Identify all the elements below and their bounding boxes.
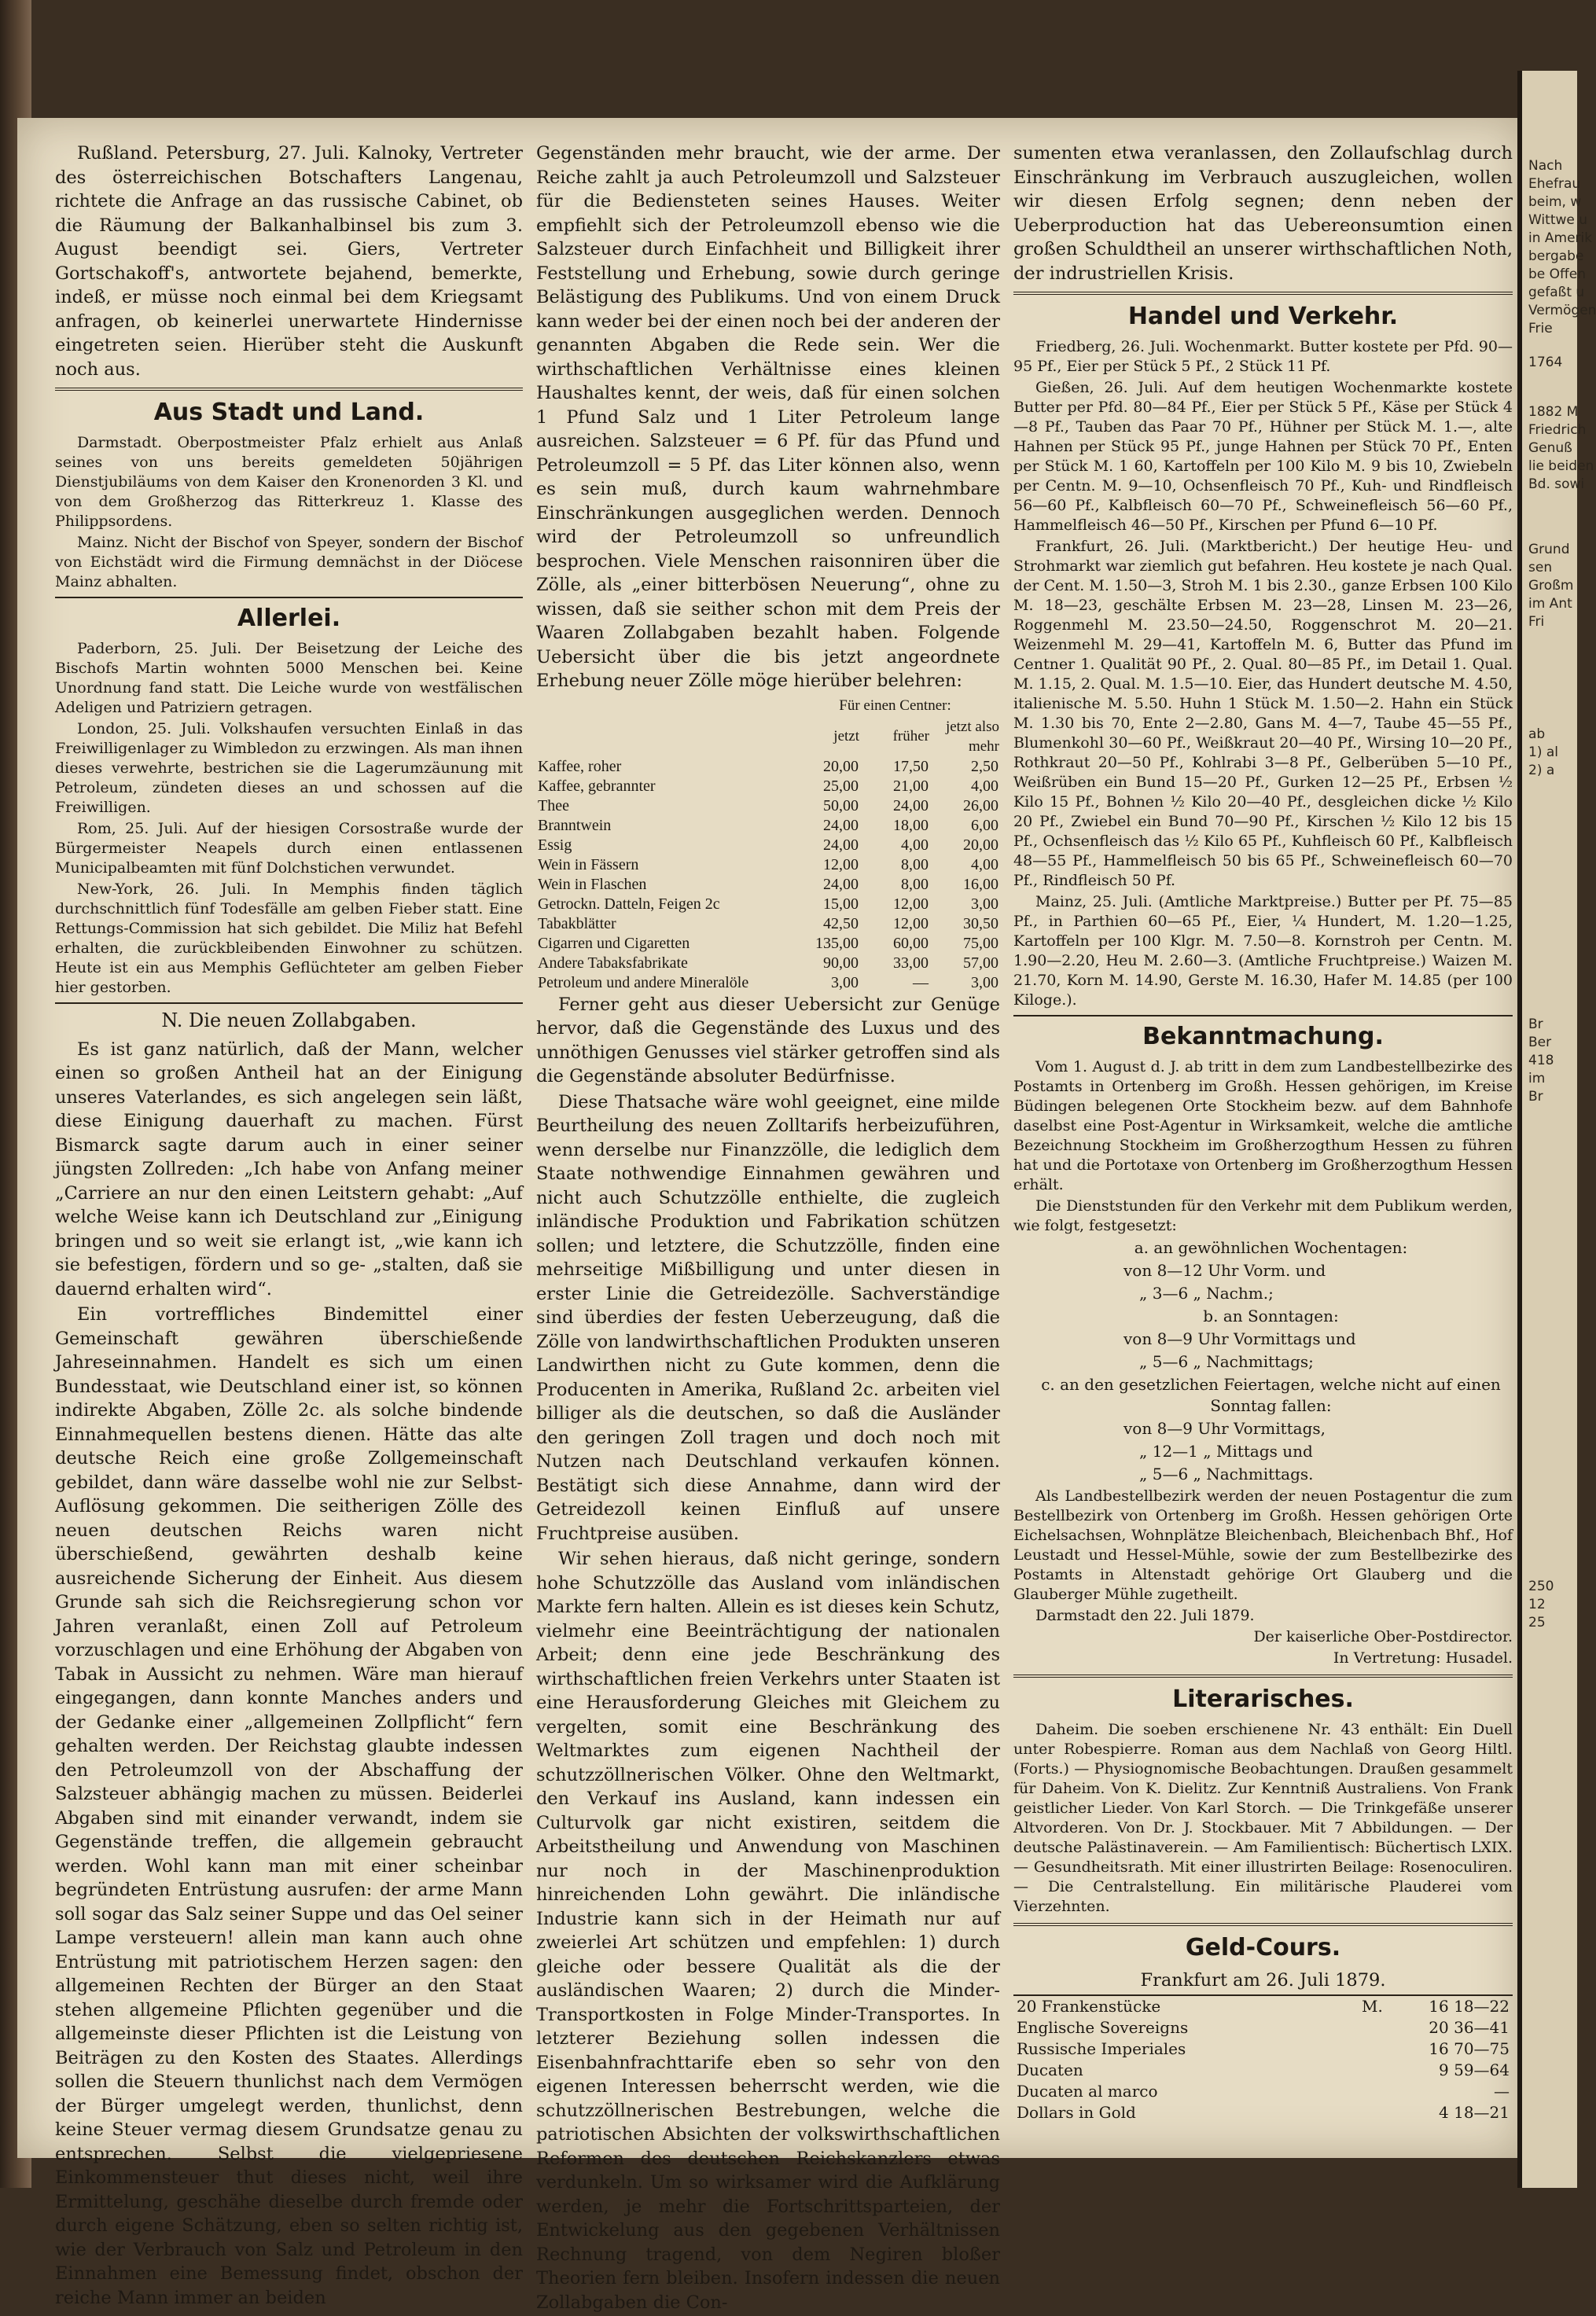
table-row	[1013, 2081, 1513, 2102]
exchange-rate-table	[1013, 1994, 1513, 2123]
cell-diff: 57,00	[963, 954, 998, 972]
rate-name: Englische Sovereigns	[1017, 2017, 1189, 2037]
schedule-line: „ 12—1 „ Mittags und	[1139, 1442, 1313, 1461]
adjacent-text-fragment: Br Ber 418 im Br	[1528, 1016, 1554, 1105]
table-row	[1013, 2102, 1513, 2123]
table-row	[536, 836, 1000, 855]
section-heading-stadt-land: Aus Stadt und Land.	[153, 399, 425, 426]
cell-before: 8,00	[901, 855, 929, 873]
table-row	[1013, 1995, 1513, 2017]
cell-diff: 3,00	[971, 973, 998, 991]
schedule-line: von 8—9 Uhr Vormittags,	[1123, 1419, 1326, 1438]
cell-before: 12,00	[893, 895, 929, 913]
rate-name: Dollars in Gold	[1017, 2102, 1136, 2122]
row-item: Kaffee, roher	[538, 757, 622, 775]
rate-name: Ducaten al marco	[1017, 2081, 1158, 2101]
schedule-line: „ 3—6 „ Nachm.;	[1139, 1284, 1274, 1303]
tariff-table	[536, 695, 1000, 993]
rate-unit	[1359, 2038, 1396, 2060]
russia-report: Rußland. Petersburg, 27. Juli. Kalnoky, Vertreter des österreichischen Botschafters Langenau, richtete die Anfrage an das russische Cabinet, ob die Räumung der Balkanhalbinsel bis zum 3. August beendigt sei. Giers, Vertreter Gortschakoff's, antwortete bejahend, bemerkte, indeß, er müsse noch einmal bei dem Kriegsamt anfragen, ob keinerlei unerwartete Hindernisse eingetreten seien. Hierüber steht die Auskunft noch aus.	[55, 143, 523, 380]
rate-value: 20 36—41	[1429, 2017, 1510, 2037]
column-header-before: früher	[892, 728, 929, 744]
table-row	[536, 816, 1000, 836]
newyork-report: New-York, 26. Juli. In Memphis finden täglich durchschnittlich fünf Todesfälle am gelben Fieber statt. Eine Rettungs-Commission hat sich gebildet. Die Miliz hat Befehl erhalten, die zurückbleibenden Einwohner zu schützen. Heute ist ein aus Memphis Geflüchteter am gelben Fieber hier gestorben.	[55, 880, 523, 996]
cell-diff: 16,00	[963, 875, 998, 893]
row-item: Cigarren und Cigaretten	[538, 934, 690, 952]
cell-diff: 4,00	[971, 855, 998, 873]
column-2	[536, 142, 1000, 2316]
article-paragraph: Gegenständen mehr braucht, wie der arme. Der Reiche zahlt ja auch Petroleumzoll und Salzsteuer für die Bediensteten seines Hauses. Weiter empfiehlt sich der Petroleumzoll ebenso wie die Salzsteuer durch Einfachheit und Billigkeit ihrer Feststellung und Erhebung, sowie durch geringe Belästigung des Publikums. Und von einem Druck kann weder bei der einen noch bei der anderen der genannten Abgaben die Rede sein. Wer die wirthschaftlichen Verhältnisse eines kleinen Haushaltes kennt, der weis, daß für einen solchen 1 Pfund Salz und 1 Liter Petroleum lange ausreichen. Salzsteuer = 6 Pf. für das Pfund und Petroleumzoll = 5 Pf. das Liter können also, wenn es sein muß, durch kaum wahrnehmbare Einschränkungen ausgeglichen werden. Dennoch wird der Petroleumzoll so unfreundlich besprochen. Viele Menschen raisonniren über die Zölle, als „einer bitterbösen Neuerung“, ohne zu wissen, daß sie seither schon mit dem Preis der Waaren Zollabgaben bezahlt haben. Folgende Uebersicht über die bis jetzt angeordnete Erhebung neuer Zölle möge hierüber belehren:	[536, 143, 1000, 691]
rome-report: Rom, 25. Juli. Auf der hiesigen Corsostraße wurde der Bürgermeister Neapels durch einen entlassenen Municipalbeamten mit fünf Dolchstichen verwundet.	[55, 820, 523, 877]
section-heading-allerlei: Allerlei.	[237, 605, 341, 632]
rate-value: 4 18—21	[1439, 2102, 1510, 2122]
table-row	[536, 973, 1000, 993]
schedule-line: von 8—12 Uhr Vorm. und	[1123, 1261, 1326, 1280]
section-heading-geld-cours: Geld-Cours.	[1185, 1934, 1341, 1961]
section-heading-handel: Handel und Verkehr.	[1127, 303, 1399, 330]
column-header-diff: jetzt also mehr	[945, 718, 999, 755]
paderborn-report: Paderborn, 25. Juli. Der Beisetzung der Leiche des Bischofs Martin wohnten 5000 Menschen bei. Keine Unordnung fand statt. Die Leiche wurde von westfälischen Adeligen und Patriziern getragen.	[55, 640, 523, 716]
cell-diff: 20,00	[963, 836, 998, 854]
cell-before: 21,00	[893, 777, 929, 795]
rate-unit: M.	[1362, 1996, 1383, 2016]
adjacent-page-strip	[1517, 71, 1596, 2188]
cell-diff: 3,00	[971, 895, 998, 913]
schedule-line: b. an Sonntagen:	[1203, 1307, 1339, 1325]
cell-now: 24,00	[823, 875, 859, 893]
adjacent-text-fragment: Grund sen Großm im Ant Fri	[1528, 542, 1574, 630]
table-row	[1013, 2017, 1513, 2038]
schedule-line: „ 5—6 „ Nachmittags;	[1139, 1352, 1314, 1371]
divider	[55, 597, 523, 598]
cell-now: 25,00	[823, 777, 859, 795]
section-heading-bekanntmachung: Bekanntmachung.	[1142, 1023, 1384, 1050]
table-row	[536, 895, 1000, 914]
article-paragraph: Es ist ganz natürlich, daß der Mann, welcher einen so großen Antheil hat an der Einigung unseres Vaterlandes, es sich angelegen sein läßt, diese Einigung dauerhaft zu machen. Fürst Bismarck sagte darum auch in einer seiner jüngsten Zollreden: „Ich habe von Anfang meiner „Carriere an nur den einen Leitstern gehabt: „Auf welche Weise kann ich Deutschland zur „Einigung bringen und so weit sie erlangt ist, „wie kann ich sie befestigen, fördern und so ge- „stalten, daß sie dauernd erhalten wird“.	[55, 1039, 523, 1300]
rate-unit	[1359, 2017, 1396, 2038]
divider	[1013, 1015, 1513, 1016]
article-paragraph: Wir sehen hieraus, daß nicht geringe, sondern hohe Schutzzölle das Ausland vom inländischen Markte fern halten. Allein es ist dieses kein Schutz, vielmehr eine Beeinträchtigung der nationalen Arbeit; denn eine jede Beschränkung des wirthschaftlichen freien Verkehrs unter Staaten ist eine Herausforderung Gleiches mit Gleichem zu vergelten, somit eine Beschränkung des Weltmarktes zum eigenen Nachtheil der schutzzöllnerischen Völker. Ohne den Weltmarkt, den Verkauf ins Ausland, kann indessen ein Culturvolk gar nicht existiren, seitdem die Arbeitstheilung und Anwendung von Maschinen nur noch in der Maschinenproduktion hinreichenden Lohn gewährt. Die inländische Industrie kann sich in der Heimath nur auf zweierlei Art schützen und empfehlen: 1) durch gleiche oder bessere Qualität als die der ausländischen Waaren; 2) durch die Minder-Transportkosten in Folge Minder-Transportes. In letzterer Beziehung sollen indessen die Eisenbahnfrachttarife eben so sehr von den eigenen Interessen beherrscht werden, wie die schutzzöllnerischen Bestrebungen, welche die patriotischen Absichten der volkswirthschaftlichen Reformen des deutschen Reichskanzlers etwas verdunkeln. Um so wirksamer wird die Aufklärung werden, je mehr die Fortschrittsparteien, der Entwickelung aus den gegebenen Verhältnissen Rechnung tragend, von dem Negiren bloßer Theorien fern bleiben. Insofern indessen die neuen Zollabgaben die Con-	[536, 1549, 1000, 2313]
rate-name: 20 Frankenstücke	[1017, 1996, 1161, 2016]
table-row	[536, 954, 1000, 973]
notice-signature: In Vertretung: Husadel.	[1333, 1649, 1513, 1667]
rate-value: —	[1494, 2081, 1510, 2101]
cell-before: —	[913, 973, 929, 991]
cell-now: 12,00	[823, 855, 859, 873]
row-item: Kaffee, gebrannter	[538, 777, 656, 795]
divider	[55, 1002, 523, 1004]
cell-before: 4,00	[901, 836, 929, 854]
table-row	[1013, 2038, 1513, 2060]
cell-before: 12,00	[893, 914, 929, 932]
column-header-now: jetzt	[833, 728, 859, 744]
column-1	[55, 142, 523, 2311]
article-paragraph: Diese Thatsache wäre wohl geeignet, eine milde Beurtheilung des neuen Zolltarifs herbeizuführen, wenn derselbe nur Finanzzölle, die lediglich dem Staate nothwendige Einnahmen gewähren und nicht auch Schutzzölle enthielte, die zugleich inländische Produktion und Fabrikation schützen sollen; und letztere, die Schutzzölle, finden eine mehrseitige Mißbilligung und unter diesen in erster Linie die Getreidezölle. Sachverständige sind überdies der festen Ueberzeugung, daß die Zölle von landwirthschaftlichen Produkten unseren Landwirthen nicht zu Gute kommen, denn die Producenten in Amerika, Rußland 2c. arbeiten viel billiger als die deutschen, so daß die Ausländer den geringen Zoll tragen und doch noch mit Nutzen nach Deutschland verkaufen können. Bestätigt sich diese Annahme, dann wird der Getreidezoll keinen Einfluß auf unsere Fruchtpreise ausüben.	[536, 1091, 1000, 1544]
darmstadt-report: Darmstadt. Oberpostmeister Pfalz erhielt aus Anlaß seines von uns bereits gemeldeten 50jährigen Dienstjubiläums von dem Kaiser den Kronenorden 3 Kl. und von dem Großherzog das Ritterkreuz 1. Klasse des Philippsordens.	[55, 434, 523, 530]
newspaper-page	[17, 118, 1523, 2313]
adjacent-text-fragment: 250 12 25	[1528, 1579, 1554, 1630]
table-row	[536, 855, 1000, 875]
row-item: Thee	[538, 796, 569, 814]
table-row	[536, 757, 1000, 777]
rate-name: Russische Imperiales	[1017, 2038, 1186, 2058]
cell-before: 33,00	[893, 954, 929, 972]
row-item: Branntwein	[538, 816, 612, 834]
cell-before: 8,00	[901, 875, 929, 893]
adjacent-text-fragment: 1764	[1528, 355, 1563, 370]
notice-paragraph: Als Landbestellbezirk werden der neuen Postagentur die zum Bestellbezirk von Ortenberg im Großh. Hessen gehörigen Orte Eichelsachsen, Wohnplätze Bleichenbach, Bleichenbach Bhf., Hof Leustadt und Hessel-Mühle, sowie der zum Bestellbezirke des Postamts in Altenstadt gehörige Ort Glauberg und die Glauberger Mühle zugetheilt.	[1013, 1487, 1513, 1603]
table-row	[536, 914, 1000, 934]
table-row	[536, 934, 1000, 954]
cell-before: 60,00	[893, 934, 929, 952]
article-paragraph: Ein vortreffliches Bindemittel einer Gemeinschaft gewähren überschießende Jahreseinnahmen. Handelt es sich um einen Bundesstaat, wie Deutschland einer ist, so können indirekte Abgaben, Zölle 2c. als solche bindende Einnahmequellen bestens dienen. Hätte das alte deutsche Reich eine große Zollgemeinschaft gebildet, dann wäre dasselbe wohl nie zur Selbst-Auflösung gekommen. Die seitherigen Zölle des neuen deutschen Reichs waren nicht überschießend, gewährten deshalb keine ausreichende Sicherung der Einheit. Aus diesem Grunde sah sich die Reichsregierung schon vor Jahren veranlaßt, einen Zoll auf Petroleum vorzuschlagen und eine Erhöhung der Abgaben von Tabak in Aussicht zu nehmen. Wäre man hierauf eingegangen, dann konnte Manches anders und der Gedanke einer „allgemeinen Zollpflicht“ fern gehalten werden. Der Reichstag glaubte indessen den Petroleumzoll von der Abschaffung der Salzsteuer abhängig machen zu müssen. Beiderlei Abgaben sind mit einander verwandt, indem sie Gegenstände treffen, die allgemein gebraucht werden. Wohl kann man mit einer scheinbar begründeten Entrüstung ausrufen: der arme Mann soll sogar das Salz seiner Suppe und das Oel seiner Lampe versteuern! allein man kann auch ohne Entrüstung mit patriotischem Herzen sagen: den allgemeinen Rechten der Bürger an den Staat stehen allgemeine Pflichten gegenüber und die allgemeinste dieser Pflichten ist die Leistung von Beiträgen zu den Kosten des Staates. Allerdings sollen die Steuern thunlichst nach dem Vermögen der Bürger umgelegt werden, thunlichst, denn keine Steuer vermag diesem Grundsatze genau zu entsprechen. Selbst die vielgepriesene Einkommensteuer thut dieses nicht, weil ihre Ermittelung, geschähe dieselbe durch fremde oder durch eigene Schätzung, eben so selten richtig ist, wie der Verbrauch von Salz und Petroleum in den Einnahmen eine Bemessung findet, obschon der reiche Mann immer an beiden	[55, 1304, 523, 2308]
schedule-line: a. an gewöhnlichen Wochentagen:	[1134, 1238, 1408, 1257]
cell-now: 24,00	[823, 816, 859, 834]
divider	[1013, 1923, 1513, 1926]
rate-value: 16 18—22	[1429, 1996, 1510, 2016]
cell-now: 3,00	[831, 973, 859, 991]
divider	[1013, 1675, 1513, 1678]
row-item: Wein in Fässern	[538, 855, 639, 873]
rate-value: 9 59—64	[1439, 2060, 1510, 2079]
literature-notice: Daheim. Die soeben erschienene Nr. 43 enthält: Ein Duell unter Robespierre. Roman aus dem Nachlaß von Georg Hiltl. (Forts.) — Physiognomische Beobachtungen. Draußen gesammelt für Daheim. Von K. Dielitz. Zur Kenntniß Australiens. Von Frank geistlicher Lieder. Von Karl Storch. — Die Trinkgefäße unserer Altvorderen. Von Dr. J. Stockbauer. Mit 7 Abbildungen. — Der deutsche Palästinaverein. — Am Familientisch: Büchertisch LXIX. — Gesundheitsrath. Mit einer illustrirten Beilage: Rosenoculiren. — Die Centralstellung. Ein militärische Plauderei vom Vierzehnten.	[1013, 1721, 1513, 1915]
table-header	[536, 695, 1000, 716]
adjacent-text-fragment: ab 1) al 2) a	[1528, 726, 1558, 778]
column-3	[1013, 142, 1513, 2123]
adjacent-text-fragment: Nach Ehefrau beim, w Wittwe u in Amerik bergabe be Offen gefaßt u Vermögen Frie	[1528, 158, 1596, 336]
rate-unit	[1359, 2102, 1396, 2123]
market-report-giessen: Gießen, 26. Juli. Auf dem heutigen Wochenmarkte kostete Butter per Pfd. 80—84 Pf., Eier per Stück 5 Pf., Käse per Stück 4—8 Pf., Tauben das Paar 70 Pf., Hühner per Stück M. 1.—, alte Hahnen per Stück 95 Pf., junge Hahnen per Stück 70 Pf., Enten per Stück M. 1 60, Kartoffeln per 100 Kilo M. 9 bis 10, Zwiebeln per Centn. M. 9—10, Ochsenfleisch 70 Pf., Kuh- und Rindfleisch 56—60 Pf., Kalbfleisch 60—70 Pf., Schweinefleisch 56—60 Pf., Hammelfleisch 46—50 Pf., Kirschen per Pfund 6—10 Pf.	[1013, 379, 1513, 534]
market-report-friedberg: Friedberg, 26. Juli. Wochenmarkt. Butter kostete per Pfd. 90—95 Pf., Eier per Stück 5 Pf., 2 Stück 11 Pf.	[1013, 338, 1513, 375]
cell-now: 24,00	[823, 836, 859, 854]
cell-diff: 4,00	[971, 777, 998, 795]
cell-now: 90,00	[823, 954, 859, 972]
notice-paragraph: Vom 1. August d. J. ab tritt in dem zum Landbestellbezirke des Postamts in Ortenberg im Großh. Hessen gehörigen, im Kreise Büdingen belegenen Orte Stockheim bezw. auf dem Bahnhofe daselbst eine Post-Agentur in Wirksamkeit, welche die amtliche Bezeichnung Stockheim im Großherzogthum Hessen zu führen hat und die Portotaxe von Ortenberg im Großherzogthum Hessen erhält.	[1013, 1058, 1513, 1193]
notice-date: Darmstadt den 22. Juli 1879.	[1035, 1607, 1255, 1624]
table-row	[1013, 2060, 1513, 2081]
cell-before: 24,00	[893, 796, 929, 814]
divider	[55, 388, 523, 391]
cell-now: 15,00	[823, 895, 859, 913]
schedule-line: c. an den gesetzlichen Feiertagen, welche nicht auf einen Sonntag fallen:	[1041, 1375, 1501, 1415]
schedule-line: „ 5—6 „ Nachmittags.	[1139, 1465, 1314, 1483]
table-row	[536, 875, 1000, 895]
cell-now: 135,00	[815, 934, 859, 952]
row-item: Andere Tabaksfabrikate	[538, 954, 688, 972]
cell-diff: 75,00	[963, 934, 998, 952]
table-row	[536, 796, 1000, 816]
cell-diff: 6,00	[971, 816, 998, 834]
rate-value: 16 70—75	[1429, 2038, 1510, 2058]
section-heading-literarisches: Literarisches.	[1172, 1686, 1354, 1713]
row-item: Essig	[538, 836, 572, 854]
notice-signature: Der kaiserliche Ober-Postdirector.	[1253, 1628, 1513, 1645]
article-paragraph: sumenten etwa veranlassen, den Zollaufschlag durch Einschränkung im Verbrauch auszugleichen, wollen wir diesen Erfolg segnen; denn neben der Ueberproduction hat das Uebereonsumtion einen großen Schuldtheil an unserer wirthschaftlichen Noth, der indrustriellen Krisis.	[1013, 143, 1513, 284]
cell-now: 42,50	[823, 914, 859, 932]
cell-before: 17,50	[893, 757, 929, 775]
tariff-table-body	[536, 757, 1000, 993]
table-title: Für einen Centner:	[839, 697, 951, 714]
row-item: Wein in Flaschen	[538, 875, 647, 893]
article-paragraph: Ferner geht aus dieser Uebersicht zur Genüge hervor, daß die Gegenstände des Luxus und des unnöthigen Genusses viel stärker getroffen sind als die Gegenstände absoluter Bedürfnisse.	[536, 994, 1000, 1086]
exchange-dateline: Frankfurt am 26. Juli 1879.	[1140, 1970, 1386, 1991]
cell-before: 18,00	[893, 816, 929, 834]
market-report-mainz: Mainz, 25. Juli. (Amtliche Marktpreise.) Butter per Pf. 75—85 Pf., in Parthien 60—65 Pf., Eier, ¼ Hundert, M. 1.20—1.25, Kartoffeln per 100 Klgr. M. 7.50—8. Kornstroh per Centn. M. 1.90—2.20, Heu M. 2.60—3. (Amtliche Fruchtpreise.) Waizen M. 21.70, Korn M. 14.90, Gerste M. 16.30, Hafer M. 14.85 (per 100 Kiloge.).	[1013, 893, 1513, 1009]
mainz-report: Mainz. Nicht der Bischof von Speyer, sondern der Bischof von Eichstädt wird die Firmung demnächst in der Diöcese Mainz abhalten.	[55, 534, 523, 590]
rate-unit	[1359, 2060, 1396, 2081]
rate-unit	[1359, 2081, 1396, 2102]
notice-paragraph: Die Dienststunden für den Verkehr mit dem Publikum werden, wie folgt, festgesetzt:	[1013, 1197, 1513, 1234]
row-item: Petroleum und andere Mineralöle	[538, 973, 749, 991]
adjacent-text-fragment: 1882 M Friedrich Genuß lie beiden Bd. sowi	[1528, 404, 1594, 492]
cell-now: 20,00	[823, 757, 859, 775]
cell-now: 50,00	[823, 796, 859, 814]
row-item: Getrockn. Datteln, Feigen 2c	[538, 895, 720, 913]
article-heading-zollabgaben: N. Die neuen Zollabgaben.	[161, 1009, 417, 1031]
cell-diff: 30,50	[963, 914, 998, 932]
divider	[1013, 292, 1513, 295]
table-row	[536, 777, 1000, 796]
exchange-rate-body	[1013, 1995, 1513, 2123]
market-report-frankfurt: Frankfurt, 26. Juli. (Marktbericht.) Der heutige Heu- und Strohmarkt war ziemlich gut befahren. Heu kostete je nach Qual. der Cent. M. 1.50—3, Stroh M. 1 bis 2.30., ganze Erbsen 100 Kilo M. 18—23, geschälte Erbsen M. 23—28, Linsen M. 23—26, Roggenmehl M. 23.50—24.50, Roggenschrot M. 20—21. Weizenmehl M. 29—41, Kartoffeln M. 6, Butter das Pfund im Centner 1. Qualität 90 Pf., 2. Qual. 80—85 Pf., im Detail 1. Qual. M. 1.15, 2. Qual. M. 1.5—10. Eier, das Hundert deutsche M. 4.50, italienische M. 5.50. Huhn 1 Stück M. 1.50—2. Hahn ein Stück M. 1.30 bis 70, Ente 2—2.80, Gans M. 4—7, Taube 45—55 Pf., Blumenkohl 30—60 Pf., Weißkraut 20—40 Pf., Wirsing 10—20 Pf., Rothkraut 20—50 Pf., Kohlrabi 3—8 Pf., Gelberüben 5—10 Pf., Weißrüben ein Bund 15—20 Pf., Gurken 12—25 Pf., Erbsen ½ Kilo 15 Pf., Bohnen ½ Kilo 20—40 Pf., desgleichen dicke ½ Kilo 20 Pf., Zwiebel ein Bund 70—90 Pf., Kirschen ½ Kilo 12 bis 15 Pf., Ochsenfleisch das ½ Kilo 65 Pf., Kuhfleisch 60 Pf., Kalbfleisch 48—55 Pf., Hammelfleisch 50 bis 65 Pf., Schweinefleisch 60—70 Pf., Rindfleisch 50 Pf.	[1013, 538, 1513, 889]
table-header	[536, 716, 1000, 757]
rate-name: Ducaten	[1017, 2060, 1083, 2079]
schedule-line: von 8—9 Uhr Vormittags und	[1123, 1329, 1356, 1348]
cell-diff: 2,50	[971, 757, 998, 775]
row-item: Tabakblätter	[538, 914, 616, 932]
cell-diff: 26,00	[963, 796, 998, 814]
london-report: London, 25. Juli. Volkshaufen versuchten Einlaß in das Freiwilligenlager zu Wimbledon zu erzwingen. Als man ihnen dieses verwehrte, bestrichen sie die Lagerumzäunung mit Petroleum, zündeten dieses an und schossen auf die Freiwilligen.	[55, 720, 523, 816]
